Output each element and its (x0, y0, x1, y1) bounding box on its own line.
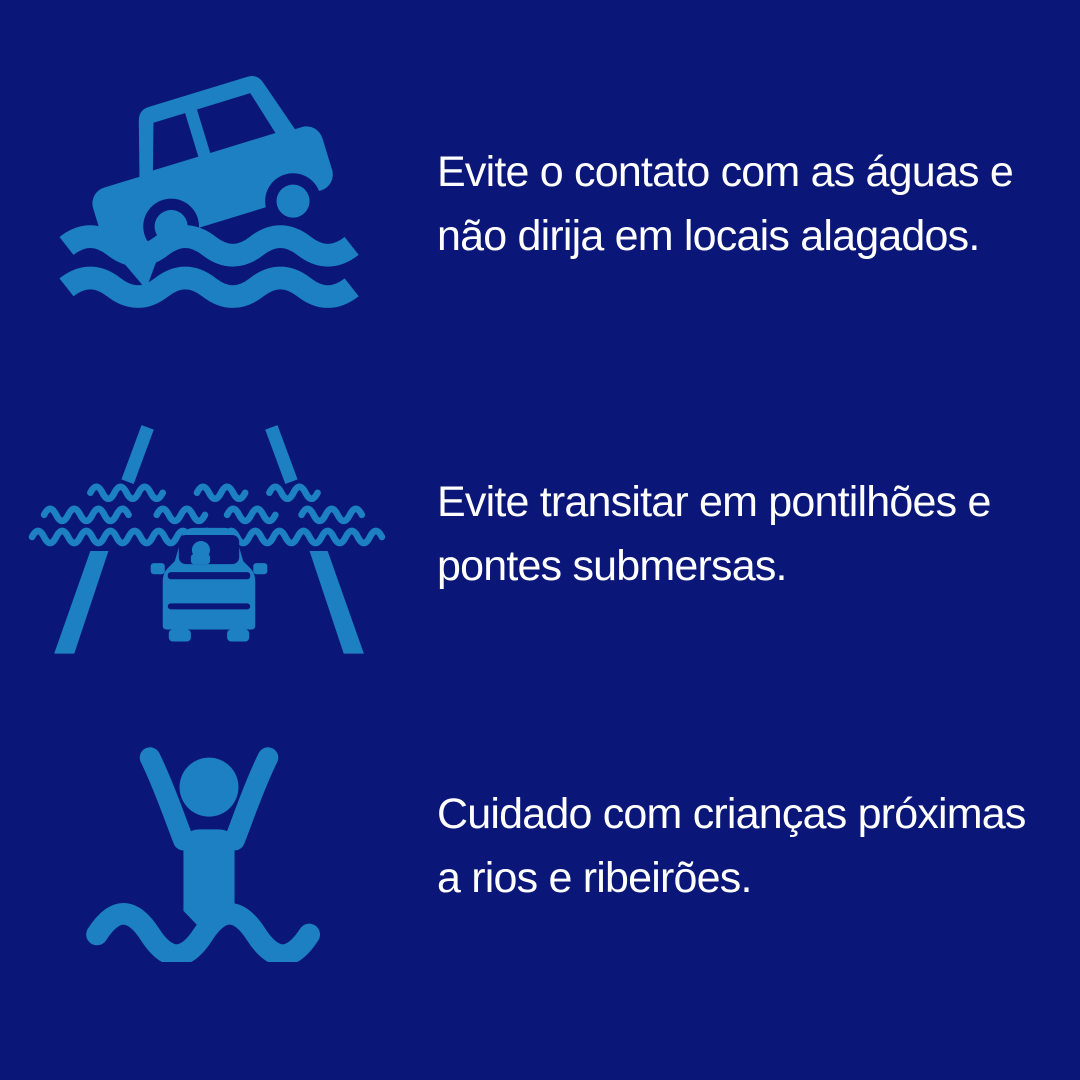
tip-line: pontes submersas. (437, 542, 787, 590)
tip-line: Evite transitar em pontilhões e (437, 478, 991, 526)
tip-text-avoid-flood-water (437, 140, 1077, 268)
tip-text-children-rivers (437, 782, 1077, 910)
person-drowning-icon (78, 736, 340, 962)
tip-line: Evite o contato com as águas e (437, 148, 1013, 196)
car-sinking-in-water-icon (52, 62, 362, 310)
tip-line: não dirija em locais alagados. (437, 212, 980, 260)
tip-text-avoid-bridges (437, 470, 1077, 598)
flooded-road-car-icon (28, 424, 390, 656)
tip-line: Cuidado com crianças próximas (437, 790, 1026, 838)
tip-line: a rios e ribeirões. (437, 854, 752, 902)
